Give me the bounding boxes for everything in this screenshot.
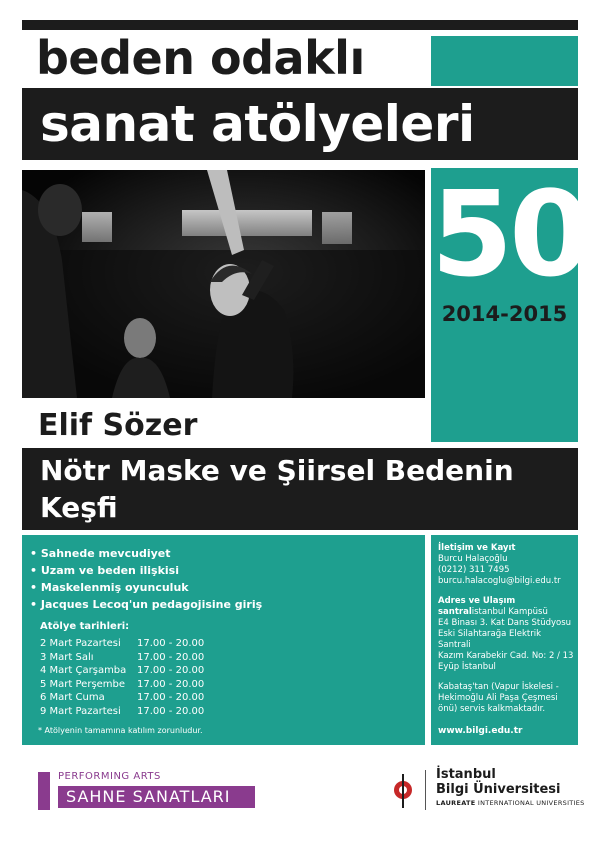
performer-photo <box>22 170 425 398</box>
artist-name: Elif Sözer <box>38 408 198 443</box>
contact-phone[interactable]: (0212) 311 7495 <box>438 565 510 575</box>
date-time: 17.00 - 20.00 <box>137 665 205 676</box>
address-heading: Adres ve Ulaşım <box>438 596 516 606</box>
date-day: 9 Mart Pazartesi <box>40 705 121 717</box>
sahne-sanatlari-label: SAHNE SANATLARI <box>66 787 231 806</box>
contact-info <box>438 543 576 715</box>
laureate-rest: INTERNATIONAL UNIVERSITIES <box>475 799 585 807</box>
website-link[interactable]: www.bilgi.edu.tr <box>438 726 523 736</box>
address-line: Kazım Karabekir Cad. No: 2 / 13 <box>438 651 574 661</box>
dates-heading: Atölye tarihleri: <box>40 621 130 632</box>
address-line: Eyüp İstanbul <box>438 662 496 672</box>
date-day: 5 Mart Perşembe <box>40 678 126 690</box>
address-campus <box>438 607 576 618</box>
date-day: 4 Mart Çarşamba <box>40 665 127 676</box>
list-item: • Uzam ve beden ilişkisi <box>30 562 262 579</box>
address-campus-bold: santral <box>438 607 472 617</box>
university-name <box>436 767 561 797</box>
date-time: 17.00 - 20.00 <box>137 692 205 703</box>
table-row <box>40 691 204 705</box>
workshop-title: Nötr Maske ve Şiirsel Bedenin Keşfi <box>40 454 514 524</box>
season-years: 2014-2015 <box>441 302 568 326</box>
table-row <box>40 705 204 719</box>
date-day: 6 Mart Cuma <box>40 692 105 703</box>
table-row <box>40 664 204 678</box>
address-line: E4 Binası 3. Kat Dans Stüdyosu <box>438 618 572 628</box>
performer-photo-art <box>22 170 425 398</box>
university-name-line2: Bilgi Üniversitesi <box>436 782 561 797</box>
dates-table <box>40 637 204 718</box>
topic-list <box>30 545 262 613</box>
attendance-note: * Atölyenin tamamına katılım zorunludur. <box>38 726 203 735</box>
laureate-bold: LAUREATE <box>436 799 476 807</box>
address-campus-rest: istanbul Kampüsü <box>471 607 548 617</box>
laureate-label <box>436 799 585 807</box>
list-item: • Maskelenmiş oyunculuk <box>30 579 262 596</box>
performing-arts-label: PERFORMING ARTS <box>58 771 161 782</box>
date-day: 3 Mart Salı <box>40 651 94 663</box>
top-rule <box>22 20 578 30</box>
transport-note: Kabataş'tan (Vapur İskelesi - Hekimoğlu Ali Paşa Çeşmesi önü) servis kalkmaktadır. <box>438 682 559 714</box>
series-number: 50 <box>431 165 588 303</box>
university-name-line1: İstanbul <box>436 767 496 782</box>
title-line-2: sanat atölyeleri <box>40 95 475 153</box>
list-item: • Jacques Lecoq'un pedagojisine giriş <box>30 596 262 613</box>
contact-name: Burcu Halaçoğlu <box>438 554 508 564</box>
contact-heading: İletişim ve Kayıt <box>438 543 516 553</box>
list-item: • Sahnede mevcudiyet <box>30 545 262 562</box>
date-time: 17.00 - 20.00 <box>137 705 205 717</box>
title-line-1: beden odaklı <box>36 31 365 85</box>
contact-email[interactable]: burcu.halacoglu@bilgi.edu.tr <box>438 576 561 586</box>
date-day: 2 Mart Pazartesi <box>40 638 121 649</box>
table-row <box>40 678 204 692</box>
table-row <box>40 637 204 651</box>
performing-arts-mark <box>38 772 50 810</box>
address-line: Eski Silahtarağa Elektrik Santrali <box>438 629 542 650</box>
table-row <box>40 651 204 665</box>
date-time: 17.00 - 20.00 <box>137 638 205 649</box>
date-time: 17.00 - 20.00 <box>137 678 205 690</box>
teal-header-block <box>431 36 578 86</box>
date-time: 17.00 - 20.00 <box>137 651 205 663</box>
logo-divider <box>425 770 426 810</box>
